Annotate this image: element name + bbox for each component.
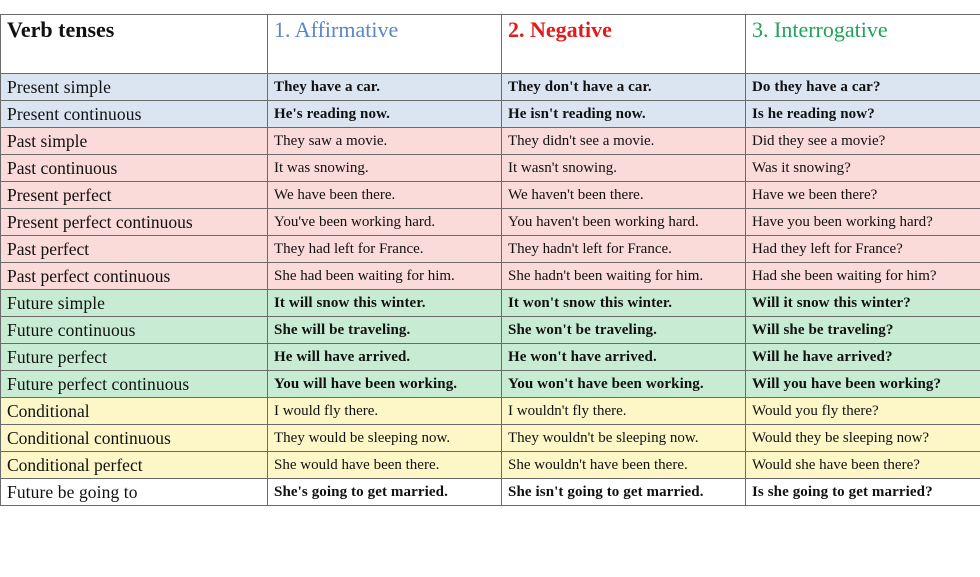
tense-name: Past continuous (1, 155, 268, 182)
tense-name: Present continuous (1, 101, 268, 128)
interrogative-example: Will he have arrived? (746, 344, 980, 371)
table-row (1, 155, 980, 182)
tense-name: Conditional (1, 398, 268, 425)
header-negative: 2. Negative (502, 15, 746, 74)
table-row (1, 128, 980, 155)
tense-name: Present perfect (1, 182, 268, 209)
affirmative-example: She's going to get married. (268, 479, 502, 506)
negative-example: They hadn't left for France. (502, 236, 746, 263)
affirmative-example: They saw a movie. (268, 128, 502, 155)
interrogative-example: Is he reading now? (746, 101, 980, 128)
table-row (1, 344, 980, 371)
interrogative-example: Would she have been there? (746, 452, 980, 479)
negative-example: They didn't see a movie. (502, 128, 746, 155)
negative-example: You won't have been working. (502, 371, 746, 398)
interrogative-example: Would you fly there? (746, 398, 980, 425)
interrogative-example: Have we been there? (746, 182, 980, 209)
tense-name: Conditional perfect (1, 452, 268, 479)
tense-name: Future be going to (1, 479, 268, 506)
tense-name: Past simple (1, 128, 268, 155)
negative-example: She isn't going to get married. (502, 479, 746, 506)
table-row (1, 398, 980, 425)
negative-example: I wouldn't fly there. (502, 398, 746, 425)
table-row (1, 74, 980, 101)
affirmative-example: You've been working hard. (268, 209, 502, 236)
affirmative-example: She will be traveling. (268, 317, 502, 344)
interrogative-example: Will she be traveling? (746, 317, 980, 344)
affirmative-example: We have been there. (268, 182, 502, 209)
negative-example: She won't be traveling. (502, 317, 746, 344)
table-row (1, 425, 980, 452)
affirmative-example: It will snow this winter. (268, 290, 502, 317)
table-row (1, 101, 980, 128)
tense-name: Future perfect (1, 344, 268, 371)
table-row (1, 452, 980, 479)
header-interrogative: 3. Interrogative (746, 15, 980, 74)
tense-name: Future perfect continuous (1, 371, 268, 398)
interrogative-example: Is she going to get married? (746, 479, 980, 506)
interrogative-example: Would they be sleeping now? (746, 425, 980, 452)
interrogative-example: Will it snow this winter? (746, 290, 980, 317)
affirmative-example: I would fly there. (268, 398, 502, 425)
interrogative-example: Did they see a movie? (746, 128, 980, 155)
tense-name: Conditional continuous (1, 425, 268, 452)
negative-example: It won't snow this winter. (502, 290, 746, 317)
interrogative-example: Had they left for France? (746, 236, 980, 263)
negative-example: He won't have arrived. (502, 344, 746, 371)
tense-name: Future simple (1, 290, 268, 317)
verb-tenses-table (0, 14, 980, 506)
table-row (1, 182, 980, 209)
negative-example: They wouldn't be sleeping now. (502, 425, 746, 452)
negative-example: It wasn't snowing. (502, 155, 746, 182)
interrogative-example: Was it snowing? (746, 155, 980, 182)
table-row (1, 371, 980, 398)
affirmative-example: He's reading now. (268, 101, 502, 128)
tense-name: Present simple (1, 74, 268, 101)
header-verb-tenses: Verb tenses (1, 15, 268, 74)
header-affirmative: 1. Affirmative (268, 15, 502, 74)
interrogative-example: Have you been working hard? (746, 209, 980, 236)
negative-example: She wouldn't have been there. (502, 452, 746, 479)
affirmative-example: It was snowing. (268, 155, 502, 182)
affirmative-example: You will have been working. (268, 371, 502, 398)
header-row (1, 15, 980, 74)
table-row (1, 263, 980, 290)
negative-example: She hadn't been waiting for him. (502, 263, 746, 290)
table-row (1, 290, 980, 317)
interrogative-example: Will you have been working? (746, 371, 980, 398)
affirmative-example: They had left for France. (268, 236, 502, 263)
negative-example: You haven't been working hard. (502, 209, 746, 236)
table-row (1, 479, 980, 506)
affirmative-example: They have a car. (268, 74, 502, 101)
affirmative-example: He will have arrived. (268, 344, 502, 371)
table-row (1, 317, 980, 344)
interrogative-example: Do they have a car? (746, 74, 980, 101)
affirmative-example: She had been waiting for him. (268, 263, 502, 290)
tense-name: Future continuous (1, 317, 268, 344)
affirmative-example: She would have been there. (268, 452, 502, 479)
affirmative-example: They would be sleeping now. (268, 425, 502, 452)
table-row (1, 236, 980, 263)
negative-example: He isn't reading now. (502, 101, 746, 128)
tense-name: Past perfect continuous (1, 263, 268, 290)
negative-example: We haven't been there. (502, 182, 746, 209)
negative-example: They don't have a car. (502, 74, 746, 101)
table-row (1, 209, 980, 236)
interrogative-example: Had she been waiting for him? (746, 263, 980, 290)
tense-name: Past perfect (1, 236, 268, 263)
tense-name: Present perfect continuous (1, 209, 268, 236)
